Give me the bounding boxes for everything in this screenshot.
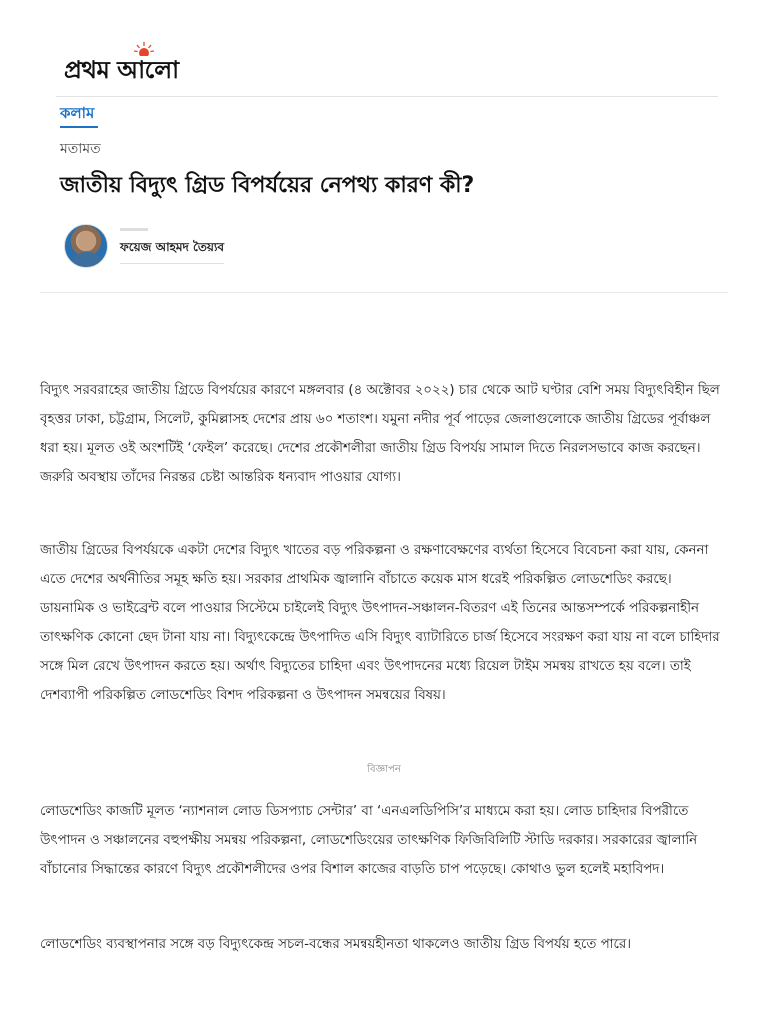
section-underline xyxy=(60,126,98,128)
category-label: মতামত xyxy=(60,141,101,157)
author-byline[interactable] xyxy=(64,224,224,268)
author-info xyxy=(120,228,224,264)
site-logo[interactable] xyxy=(64,42,179,82)
byline-divider xyxy=(40,292,728,293)
article-paragraph: লোডশেডিং ব্যবস্থাপনার সঙ্গে বড় বিদ্যুৎকেন্দ্র সচল-বন্ধের সমন্বয়হীনতা থাকলেও জাতীয় গ্রিড বিপর্যয় হতে পারে। xyxy=(40,937,632,952)
logo-text: প্রথম আলো xyxy=(64,56,179,84)
author-decor-bar xyxy=(120,228,148,231)
section-link-column[interactable]: কলাম xyxy=(60,104,95,122)
ad-label: বিজ্ঞাপন xyxy=(367,764,401,775)
author-name[interactable]: ফয়েজ আহমদ তৈয়্যব xyxy=(120,239,224,264)
header-divider xyxy=(56,96,718,97)
article-paragraph: লোডশেডিং কাজটি মূলত ‘ন্যাশনাল লোড ডিসপ্যাচ সেন্টার’ বা ‘এনএলডিপিসি’র মাধ্যমে করা হয়। লোড চাহিদার বিপরীতে উৎপাদন ও সঞ্চালনের বহুপক্ষীয় সমন্বয় পরিকল্পনা, লোডশেডিংয়ের তাৎক্ষণিক ফিজিবিলিটি স্টাডি দরকার। সরকারের জ্বালানি বাঁচানোর সিদ্ধান্তের কারণে বিদ্যুৎ প্রকৌশলীদের ওপর বিশাল কাজের বাড়তি চাপ পড়েছে। কোথাও ভুল হলেই মহাবিপদ। xyxy=(40,804,698,877)
article-headline: জাতীয় বিদ্যুৎ গ্রিড বিপর্যয়ের নেপথ্য কারণ কী? xyxy=(60,173,475,198)
author-avatar[interactable] xyxy=(64,224,108,268)
article-paragraph: বিদ্যুৎ সরবরাহের জাতীয় গ্রিডে বিপর্যয়ের কারণে মঙ্গলবার (৪ অক্টোবর ২০২২) চার থেকে আট ঘণ্টার বেশি সময় বিদ্যুৎবিহীন ছিল বৃহত্তর ঢাকা, চট্টগ্রাম, সিলেট, কুমিল্লাসহ দেশের প্রায় ৬০ শতাংশ। যমুনা নদীর পূর্ব পাড়ের জেলাগুলোকে জাতীয় গ্রিডের পূর্বাঞ্চল ধরা হয়। মূলত ওই অংশটিই ‘ফেইল’ করেছে। দেশের প্রকৌশলীরা জাতীয় গ্রিড বিপর্যয় সামাল দিতে নিরলসভাবে কাজ করছেন। জরুরি অবস্থায় তাঁদের নিরন্তর চেষ্টা আন্তরিক ধন্যবাদ পাওয়ার যোগ্য। xyxy=(40,383,720,485)
logo-sun-icon xyxy=(134,42,154,56)
article-paragraph: জাতীয় গ্রিডের বিপর্যয়কে একটা দেশের বিদ্যুৎ খাতের বড় পরিকল্পনা ও রক্ষণাবেক্ষণের ব্যর্থতা হিসেবে বিবেচনা করা যায়, কেননা এতে দেশের অর্থনীতির সমূহ ক্ষতি হয়। সরকার প্রাথমিক জ্বালানি বাঁচাতে কয়েক মাস ধরেই পরিকল্পিত লোডশেডিং করছে। ডায়নামিক ও ভাইব্রেন্ট বলে পাওয়ার সিস্টেমে চাইলেই বিদ্যুৎ উৎপাদন-সঞ্চালন-বিতরণ এই তিনের আন্তসম্পর্কে পরিকল্পনাহীন তাৎক্ষণিক কোনো ছেদ টানা যায় না। বিদ্যুৎকেন্দ্রে উৎপাদিত এসি বিদ্যুৎ ব্যাটারিতে চার্জ হিসেবে সংরক্ষণ করা যায় না বলে চাহিদার সঙ্গে মিল রেখে উৎপাদন করতে হয়। অর্থাৎ বিদ্যুতের চাহিদা এবং উৎপাদনের মধ্যে রিয়েল টাইম সমন্বয় রাখতে হয় বলে। তাই দেশব্যাপী পরিকল্পিত লোডশেডিং বিশদ পরিকল্পনা ও উৎপাদন সমন্বয়ের বিষয়। xyxy=(40,543,720,703)
